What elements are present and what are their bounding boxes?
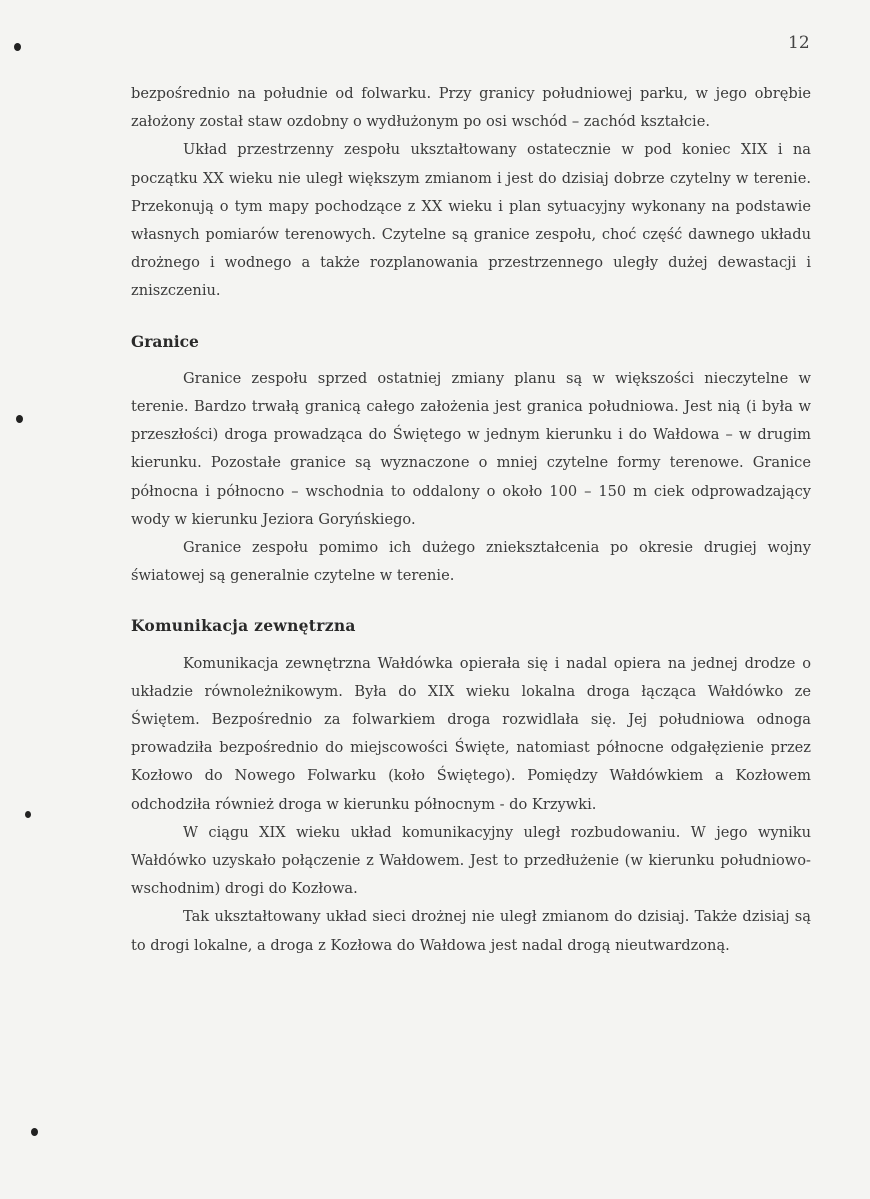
binder-hole bbox=[25, 811, 31, 818]
binder-hole bbox=[31, 1128, 38, 1136]
page-number: 12 bbox=[788, 33, 810, 53]
paragraph: Układ przestrzenny zespołu ukształtowany ostatecznie w pod koniec XIX i na początku XX wieku nie uległ większym zmianom i jest do dzisiaj dobrze czytelny w terenie. Przekonują o tym mapy pochodzące z XX wieku i plan sytuacyjny wykonany na podstawie własnych pomiarów terenowych. Czytelne są granice zespołu, choć część dawnego układu drożnego i wodnego a także rozplanowania przestrzennego uległy dużej dewastacji i zniszczeniu. bbox=[131, 141, 811, 300]
paragraph: Granice zespołu pomimo ich dużego zniekształcenia po okresie drugiej wojny światowej są generalnie czytelne w terenie. bbox=[131, 539, 811, 585]
paragraph: Granice zespołu sprzed ostatniej zmiany planu są w większości nieczytelne w terenie. Bardzo trwałą granicą całego założenia jest granica południowa. Jest nią (i była w przeszłości) droga prowadząca do Świętego w jednym kierunku i do Wałdowa – w drugim kierunku. Pozostałe granice są wyznaczone o mniej czytelne formy terenowe. Granice północna i północno – wschodnia to oddalony o około 100 – 150 m ciek odprowadzający wody w kierunku Jeziora Goryńskiego. bbox=[131, 369, 811, 528]
paragraph: Komunikacja zewnętrzna Wałdówka opierała się i nadal opiera na jednej drodze o układzie równoleżnikowym. Była do XIX wieku lokalna droga łącząca Wałdówko ze Świętem. Bezpośrednio za folwarkiem droga rozwidlała się. Jej południowa odnoga prowadziła bezpośrednio do miejscowości Święte, natomiast północne odgałęzienie przez Kozłowo do Nowego Folwarku (koło Świętego). Pomiędzy Wałdówkiem a Kozłowem odchodziła również droga w kierunku północnym - do Krzywki. bbox=[131, 654, 811, 813]
binder-hole bbox=[14, 43, 21, 51]
section-heading-granice: Granice bbox=[131, 331, 199, 351]
binder-hole bbox=[16, 415, 23, 423]
document-body bbox=[131, 80, 811, 960]
section-heading-komunikacja: Komunikacja zewnętrzna bbox=[131, 616, 356, 636]
paragraph: bezpośrednio na południe od folwarku. Przy granicy południowej parku, w jego obrębie założony został staw ozdobny o wydłużonym po osi wschód – zachód kształcie. bbox=[131, 85, 811, 131]
paragraph: Tak ukształtowany układ sieci drożnej nie uległ zmianom do dzisiaj. Także dzisiaj są to drogi lokalne, a droga z Kozłowa do Wałdowa jest nadal drogą nieutwardzoną. bbox=[131, 908, 811, 954]
paragraph: W ciągu XIX wieku układ komunikacyjny uległ rozbudowaniu. W jego wyniku Wałdówko uzyskało połączenie z Wałdowem. Jest to przedłużenie (w kierunku południowo-wschodnim) drogi do Kozłowa. bbox=[131, 823, 811, 898]
